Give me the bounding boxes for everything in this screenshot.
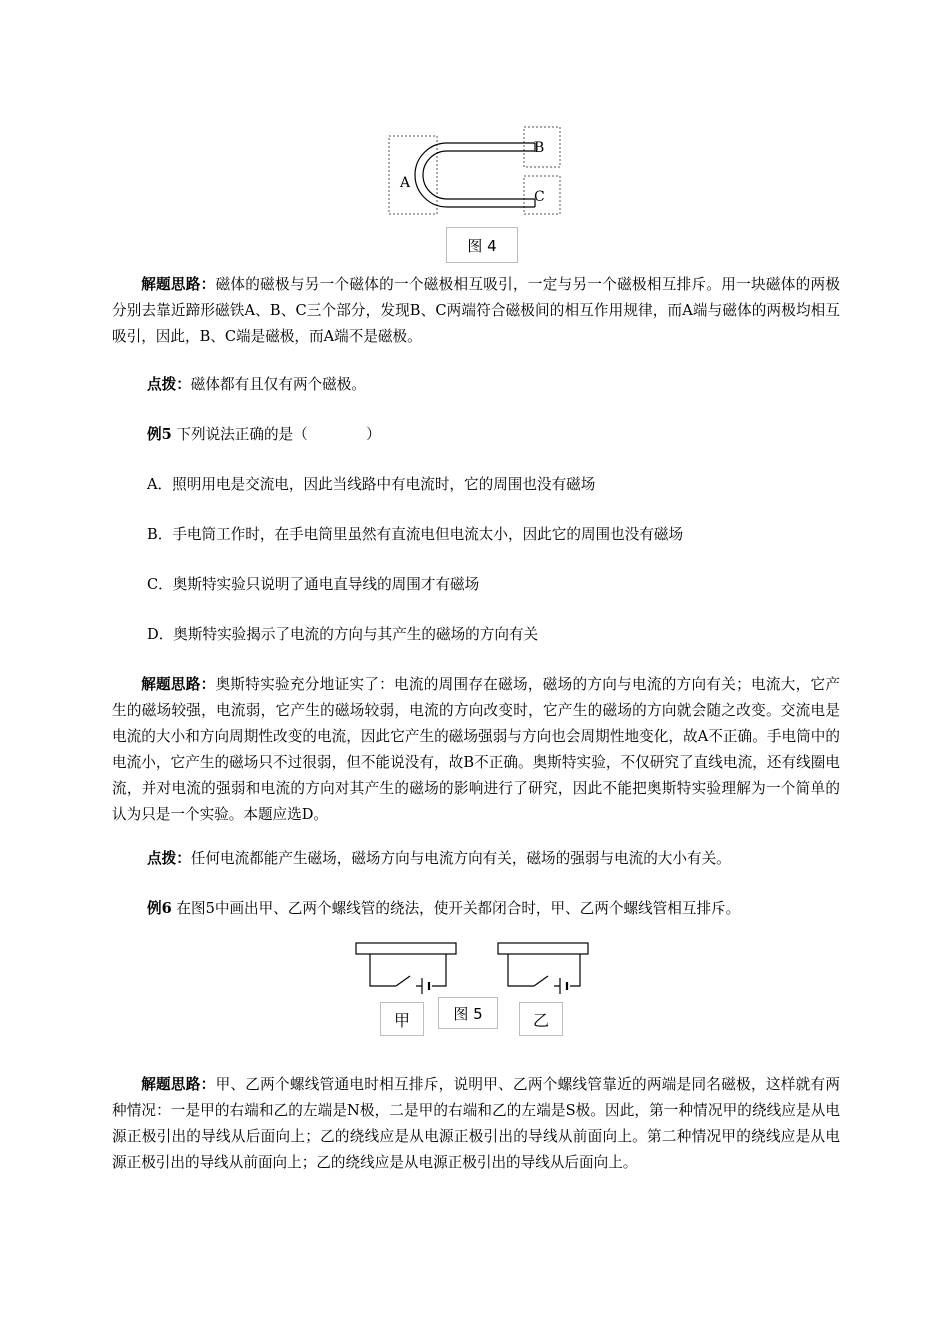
hint-line-2 bbox=[147, 848, 731, 870]
solenoid-yi bbox=[498, 943, 588, 954]
option-d: D．奥斯特实验揭示了电流的方向与其产生的磁场的方向有关 bbox=[147, 626, 539, 643]
option-c: C．奥斯特实验只说明了通电直导线的周围才有磁场 bbox=[147, 576, 480, 593]
u-magnet-inner bbox=[423, 151, 535, 199]
solenoid-jia bbox=[356, 943, 456, 954]
example-5-text: 下列说法正确的是（ ） bbox=[171, 426, 381, 443]
circuit-jia-wire bbox=[370, 954, 446, 986]
u-magnet-outer bbox=[415, 143, 535, 207]
hint-label: 点拨： bbox=[147, 376, 191, 393]
solution-paragraph-1 bbox=[112, 272, 840, 350]
figure-5-diagram bbox=[350, 940, 590, 1000]
figure-5-caption: 图 5 bbox=[438, 997, 498, 1029]
hint-label: 点拨： bbox=[147, 850, 191, 867]
solution-paragraph-3 bbox=[112, 1072, 840, 1176]
example-6-question bbox=[147, 898, 740, 920]
switch-yi bbox=[534, 976, 548, 986]
example-6-label: 例6 bbox=[147, 900, 172, 917]
example-5-question bbox=[147, 424, 381, 446]
option-b: B．手电筒工作时，在手电筒里虽然有直流电但电流太小，因此它的周围也没有磁场 bbox=[147, 526, 684, 543]
label-yi: 乙 bbox=[519, 1002, 563, 1036]
solution-label: 解题思路： bbox=[141, 676, 216, 693]
example-5-label: 例5 bbox=[147, 426, 172, 443]
circuit-yi-wire bbox=[508, 954, 580, 986]
label-b: B bbox=[534, 140, 545, 156]
solution-paragraph-2 bbox=[112, 672, 840, 828]
solution-text: 奥斯特实验充分地证实了：电流的周围存在磁场，磁场的方向与电流的方向有关；电流大，它产生的磁场较强，电流弱，它产生的磁场较弱，电流的方向改变时，它产生的磁场的方向就会随之改变。交流电是电流的大小和方向周期性改变的电流，因此它产生的磁场强弱与方向也会周期性地变化，故A不正确。手电筒中的电流小，它产生的磁场只不过很弱，但不能说没有，故B不正确。奥斯特实验，不仅研究了直线电流，还有线圈电流，并对电流的强弱和电流的方向对其产生的磁场的影响进行了研究，因此不能把奥斯特实验理解为一个简单的认为只是一个实验。本题应选D。 bbox=[112, 676, 840, 823]
option-a: A．照明用电是交流电，因此当线路中有电流时，它的周围也没有磁场 bbox=[147, 476, 596, 493]
solution-label: 解题思路： bbox=[141, 1076, 216, 1093]
solution-text: 磁体的磁极与另一个磁体的一个磁极相互吸引，一定与另一个磁极相互排斥。用一块磁体的两极分别去靠近蹄形磁铁A、B、C三个部分，发现B、C两端符合磁极间的相互作用规律，而A端与磁体的两极均相互吸引，因此，B、C端是磁极，而A端不是磁极。 bbox=[112, 276, 840, 345]
solution-text: 甲、乙两个螺线管通电时相互排斥，说明甲、乙两个螺线管靠近的两端是同名磁极，这样就有两种情况：一是甲的右端和乙的左端是N极，二是甲的右端和乙的左端是S极。因此，第一种情况甲的绕线应是从电源正极引出的导线从后面向上；乙的绕线应是从电源正极引出的导线从前面向上。第二种情况甲的绕线应是从电源正极引出的导线从前面向上；乙的绕线应是从电源正极引出的导线从后面向上。 bbox=[112, 1076, 840, 1171]
label-jia: 甲 bbox=[380, 1002, 424, 1036]
solution-label: 解题思路： bbox=[141, 276, 216, 293]
hint-line-1 bbox=[147, 374, 366, 396]
hint-text: 磁体都有且仅有两个磁极。 bbox=[190, 376, 366, 393]
hint-text: 任何电流都能产生磁场，磁场方向与电流方向有关，磁场的强弱与电流的大小有关。 bbox=[190, 850, 731, 867]
label-c: C bbox=[534, 189, 545, 205]
example-6-text: 在图5中画出甲、乙两个螺线管的绕法，使开关都闭合时，甲、乙两个螺线管相互排斥。 bbox=[171, 900, 741, 917]
label-a: A bbox=[400, 175, 411, 191]
figure-4-caption: 图 4 bbox=[446, 227, 518, 263]
switch-jia bbox=[396, 976, 410, 986]
figure-4-diagram bbox=[385, 125, 565, 217]
